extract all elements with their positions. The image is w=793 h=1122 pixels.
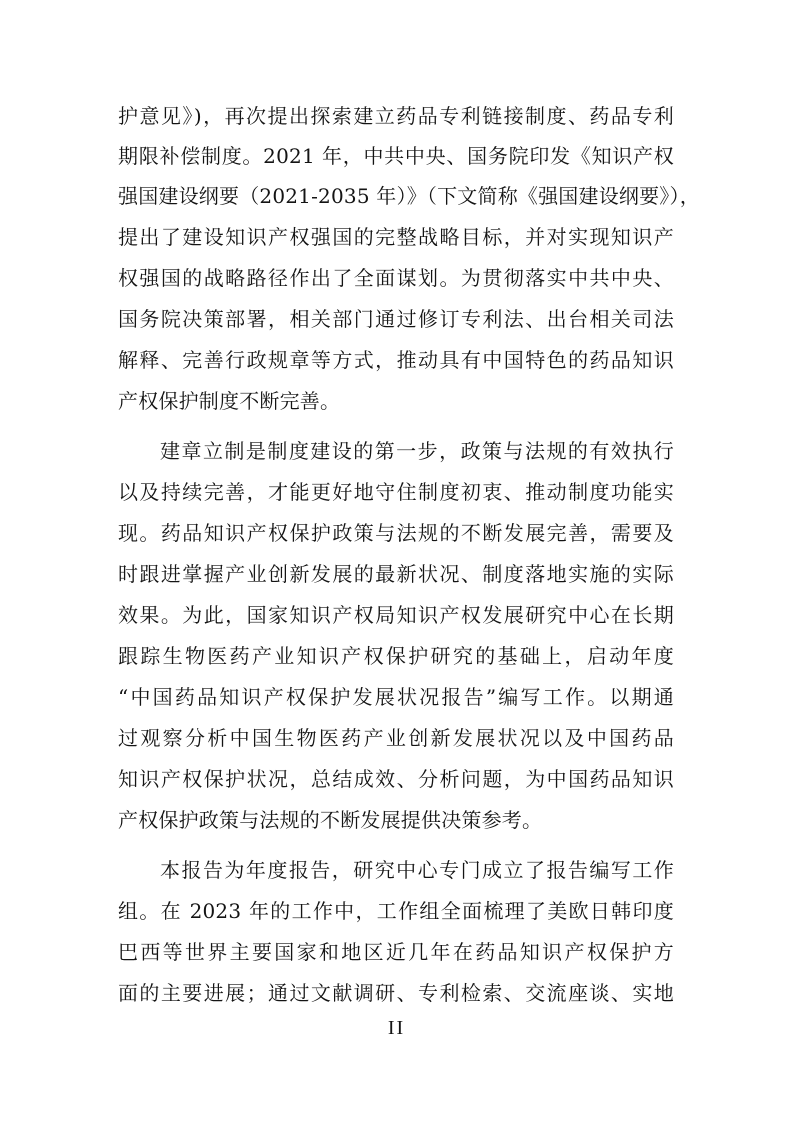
- text-line: 现。药品知识产权保护政策与法规的不断发展完善，需要及: [118, 521, 674, 545]
- text-line: 解释、完善行政规章等方式，推动具有中国特色的药品知识: [118, 348, 674, 372]
- text-line: 国务院决策部署，相关部门通过修订专利法、出台相关司法: [118, 307, 674, 331]
- text-line: 跟踪生物医药产业知识产权保护研究的基础上，启动年度: [118, 644, 674, 668]
- text-line: 组。在 2023 年的工作中，工作组全面梳理了美欧日韩印度: [118, 899, 674, 923]
- text-line: 本报告为年度报告，研究中心专门成立了报告编写工作: [160, 858, 674, 882]
- text-line: 知识产权保护状况，总结成效、分析问题，为中国药品知识: [118, 767, 674, 791]
- text-line: 面的主要进展；通过文献调研、专利检索、交流座谈、实地: [118, 981, 674, 1005]
- text-line: 建章立制是制度建设的第一步，政策与法规的有效执行: [160, 439, 674, 463]
- text-line: 巴西等世界主要国家和地区近几年在药品知识产权保护方: [118, 940, 674, 964]
- text-line: “中国药品知识产权保护发展状况报告”编写工作。以期通: [118, 685, 674, 709]
- text-line: 提出了建设知识产权强国的完整战略目标，并对实现知识产: [118, 225, 674, 249]
- text-line: 强国建设纲要（2021-2035 年）》（下文简称《强国建设纲要》），: [118, 184, 700, 208]
- text-line: 期限补偿制度。2021 年，中共中央、国务院印发《知识产权: [118, 144, 674, 168]
- text-line: 护意见》)，再次提出探索建立药品专利链接制度、药品专利: [118, 104, 674, 128]
- text-line: 产权保护制度不断完善。: [118, 389, 341, 413]
- text-line: 产权保护政策与法规的不断发展提供决策参考。: [118, 808, 543, 832]
- page-number: II: [387, 1017, 406, 1039]
- text-line: 权强国的战略路径作出了全面谋划。为贯彻落实中共中央、: [118, 266, 674, 290]
- text-line: 效果。为此，国家知识产权局知识产权发展研究中心在长期: [118, 603, 674, 627]
- text-line: 以及持续完善，才能更好地守住制度初衷、推动制度功能实: [118, 480, 674, 504]
- text-line: 时跟进掌握产业创新发展的最新状况、制度落地实施的实际: [118, 562, 674, 586]
- text-line: 过观察分析中国生物医药产业创新发展状况以及中国药品: [118, 726, 674, 750]
